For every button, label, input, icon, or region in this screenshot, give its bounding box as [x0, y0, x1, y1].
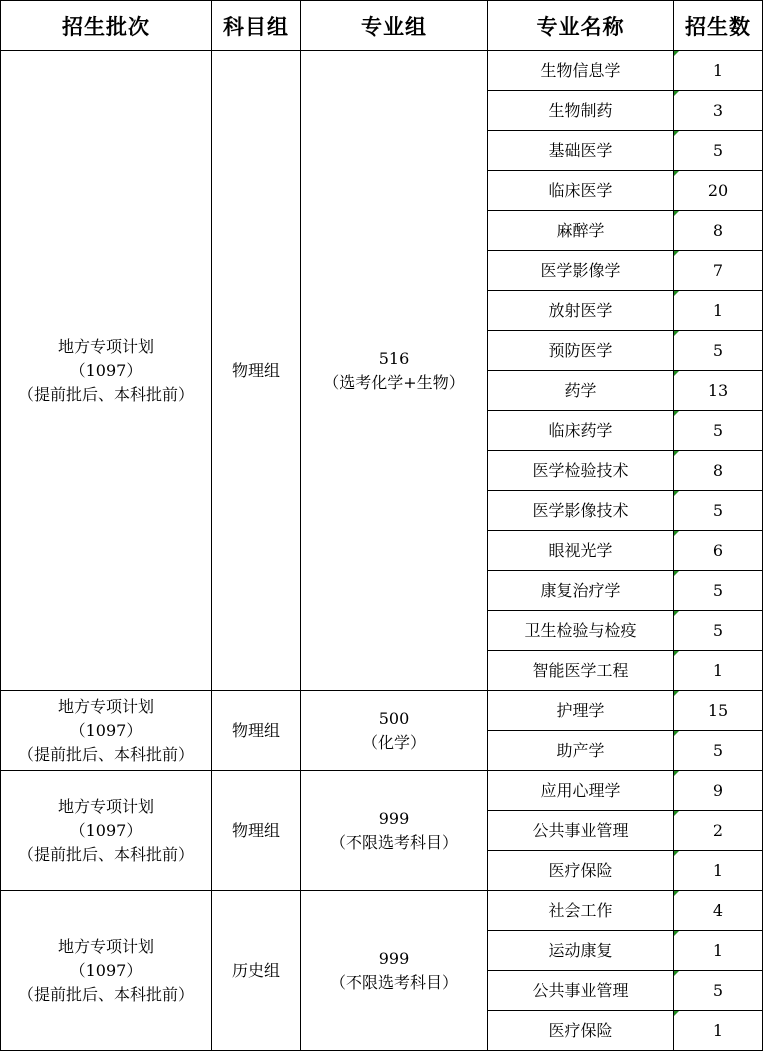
header-major-group: 专业组	[301, 1, 488, 51]
enrollment-count: 5	[712, 980, 724, 1000]
major-name-cell: 生物制药	[488, 91, 674, 131]
cell-marker-icon	[674, 371, 679, 376]
cell-marker-icon	[674, 731, 679, 736]
major-name-cell: 医学影像技术	[488, 491, 674, 531]
table-body	[1, 51, 763, 1051]
enrollment-count: 1	[712, 660, 724, 680]
table-row	[1, 51, 763, 91]
enrollment-count-cell	[674, 251, 763, 291]
enrollment-count-cell	[674, 531, 763, 571]
major-name-cell: 社会工作	[488, 891, 674, 931]
batch-line: 地方专项计划	[57, 936, 154, 956]
batch-line: （1097）	[69, 960, 143, 980]
enrollment-count-cell	[674, 371, 763, 411]
table-row	[1, 891, 763, 931]
enrollment-count: 20	[707, 180, 729, 200]
major-name-cell: 医学影像学	[488, 251, 674, 291]
header-batch: 招生批次	[1, 1, 212, 51]
enrollment-count: 5	[712, 500, 724, 520]
major-name-cell: 医疗保险	[488, 1011, 674, 1051]
major-name-cell: 智能医学工程	[488, 651, 674, 691]
enrollment-count: 1	[712, 860, 724, 880]
subject-group-cell: 物理组	[212, 691, 301, 771]
cell-marker-icon	[674, 651, 679, 656]
cell-marker-icon	[674, 891, 679, 896]
enrollment-count-cell	[674, 1011, 763, 1051]
enrollment-count-cell	[674, 851, 763, 891]
enrollment-count-cell	[674, 291, 763, 331]
enrollment-count-cell	[674, 891, 763, 931]
major-name-cell: 眼视光学	[488, 531, 674, 571]
enrollment-count-cell	[674, 691, 763, 731]
enrollment-count-cell	[674, 211, 763, 251]
batch-cell	[1, 51, 212, 691]
batch-line: （1097）	[69, 360, 143, 380]
major-name-cell: 康复治疗学	[488, 571, 674, 611]
enrollment-count: 8	[712, 460, 724, 480]
cell-marker-icon	[674, 971, 679, 976]
table-row	[1, 691, 763, 731]
enrollment-count: 5	[712, 140, 724, 160]
cell-marker-icon	[674, 331, 679, 336]
major-name-cell: 运动康复	[488, 931, 674, 971]
cell-marker-icon	[674, 491, 679, 496]
batch-cell	[1, 691, 212, 771]
major-name-cell: 基础医学	[488, 131, 674, 171]
subject-group-cell: 历史组	[212, 891, 301, 1051]
enrollment-count-cell	[674, 731, 763, 771]
major-name-cell: 医疗保险	[488, 851, 674, 891]
enrollment-count-cell	[674, 411, 763, 451]
enrollment-count: 5	[712, 420, 724, 440]
major-group-cell	[301, 891, 488, 1051]
major-group-line: 999	[378, 948, 410, 968]
enrollment-count-cell	[674, 571, 763, 611]
enrollment-count: 5	[712, 340, 724, 360]
enrollment-count-cell	[674, 491, 763, 531]
major-name-cell: 药学	[488, 371, 674, 411]
major-group-line: 516	[378, 348, 410, 368]
cell-marker-icon	[674, 1011, 679, 1016]
cell-marker-icon	[674, 811, 679, 816]
cell-marker-icon	[674, 851, 679, 856]
enrollment-count-cell	[674, 931, 763, 971]
major-group-cell	[301, 51, 488, 691]
enrollment-count: 1	[712, 940, 724, 960]
enrollment-count: 7	[712, 260, 724, 280]
enrollment-count: 5	[712, 620, 724, 640]
cell-marker-icon	[674, 251, 679, 256]
enrollment-count-cell	[674, 51, 763, 91]
enrollment-count: 2	[712, 820, 724, 840]
enrollment-count: 1	[712, 300, 724, 320]
major-name-cell: 临床药学	[488, 411, 674, 451]
cell-marker-icon	[674, 211, 679, 216]
enrollment-count-cell	[674, 771, 763, 811]
batch-cell	[1, 771, 212, 891]
enrollment-count-cell	[674, 651, 763, 691]
enrollment-count-cell	[674, 611, 763, 651]
major-name-cell: 麻醉学	[488, 211, 674, 251]
enrollment-count: 9	[712, 780, 724, 800]
batch-line: （1097）	[69, 720, 143, 740]
enrollment-count: 6	[712, 540, 724, 560]
header-row	[1, 1, 763, 51]
batch-line: 地方专项计划	[57, 336, 154, 356]
major-group-cell	[301, 691, 488, 771]
enrollment-count-cell	[674, 91, 763, 131]
cell-marker-icon	[674, 571, 679, 576]
enrollment-count-cell	[674, 971, 763, 1011]
enrollment-count-cell	[674, 171, 763, 211]
enrollment-count: 5	[712, 740, 724, 760]
major-name-cell: 预防医学	[488, 331, 674, 371]
header-major-name: 专业名称	[488, 1, 674, 51]
batch-line: （提前批后、本科批前）	[17, 744, 194, 764]
cell-marker-icon	[674, 411, 679, 416]
enrollment-count: 4	[712, 900, 724, 920]
batch-line: （1097）	[69, 820, 143, 840]
batch-line: 地方专项计划	[57, 696, 154, 716]
enrollment-count-cell	[674, 451, 763, 491]
batch-line: （提前批后、本科批前）	[17, 844, 194, 864]
cell-marker-icon	[674, 291, 679, 296]
subject-group-cell: 物理组	[212, 771, 301, 891]
major-name-cell: 放射医学	[488, 291, 674, 331]
major-name-cell: 生物信息学	[488, 51, 674, 91]
major-name-cell: 医学检验技术	[488, 451, 674, 491]
cell-marker-icon	[674, 131, 679, 136]
cell-marker-icon	[674, 51, 679, 56]
major-group-cell	[301, 771, 488, 891]
major-group-line: （化学）	[361, 732, 426, 752]
enrollment-count: 8	[712, 220, 724, 240]
header-enrollment: 招生数	[674, 1, 763, 51]
major-group-line: （选考化学+生物）	[323, 372, 465, 392]
cell-marker-icon	[674, 531, 679, 536]
cell-marker-icon	[674, 451, 679, 456]
major-name-cell: 公共事业管理	[488, 971, 674, 1011]
cell-marker-icon	[674, 611, 679, 616]
major-name-cell: 临床医学	[488, 171, 674, 211]
enrollment-count-cell	[674, 811, 763, 851]
batch-line: （提前批后、本科批前）	[17, 984, 194, 1004]
enrollment-count: 13	[707, 380, 729, 400]
major-name-cell: 卫生检验与检疫	[488, 611, 674, 651]
major-group-line: 500	[378, 708, 410, 728]
header-subject-group: 科目组	[212, 1, 301, 51]
table-row	[1, 771, 763, 811]
enrollment-count-cell	[674, 131, 763, 171]
major-name-cell: 应用心理学	[488, 771, 674, 811]
enrollment-count: 3	[712, 100, 724, 120]
enrollment-count: 15	[707, 700, 729, 720]
cell-marker-icon	[674, 171, 679, 176]
major-name-cell: 护理学	[488, 691, 674, 731]
major-name-cell: 公共事业管理	[488, 811, 674, 851]
major-name-cell: 助产学	[488, 731, 674, 771]
enrollment-count: 5	[712, 580, 724, 600]
major-group-line: （不限选考科目）	[329, 832, 458, 852]
cell-marker-icon	[674, 931, 679, 936]
subject-group-cell: 物理组	[212, 51, 301, 691]
enrollment-count: 1	[712, 60, 724, 80]
batch-cell	[1, 891, 212, 1051]
major-group-line: 999	[378, 808, 410, 828]
batch-line: （提前批后、本科批前）	[17, 384, 194, 404]
enrollment-count-cell	[674, 331, 763, 371]
cell-marker-icon	[674, 691, 679, 696]
enrollment-count: 1	[712, 1020, 724, 1040]
major-group-line: （不限选考科目）	[329, 972, 458, 992]
cell-marker-icon	[674, 771, 679, 776]
batch-line: 地方专项计划	[57, 796, 154, 816]
cell-marker-icon	[674, 91, 679, 96]
